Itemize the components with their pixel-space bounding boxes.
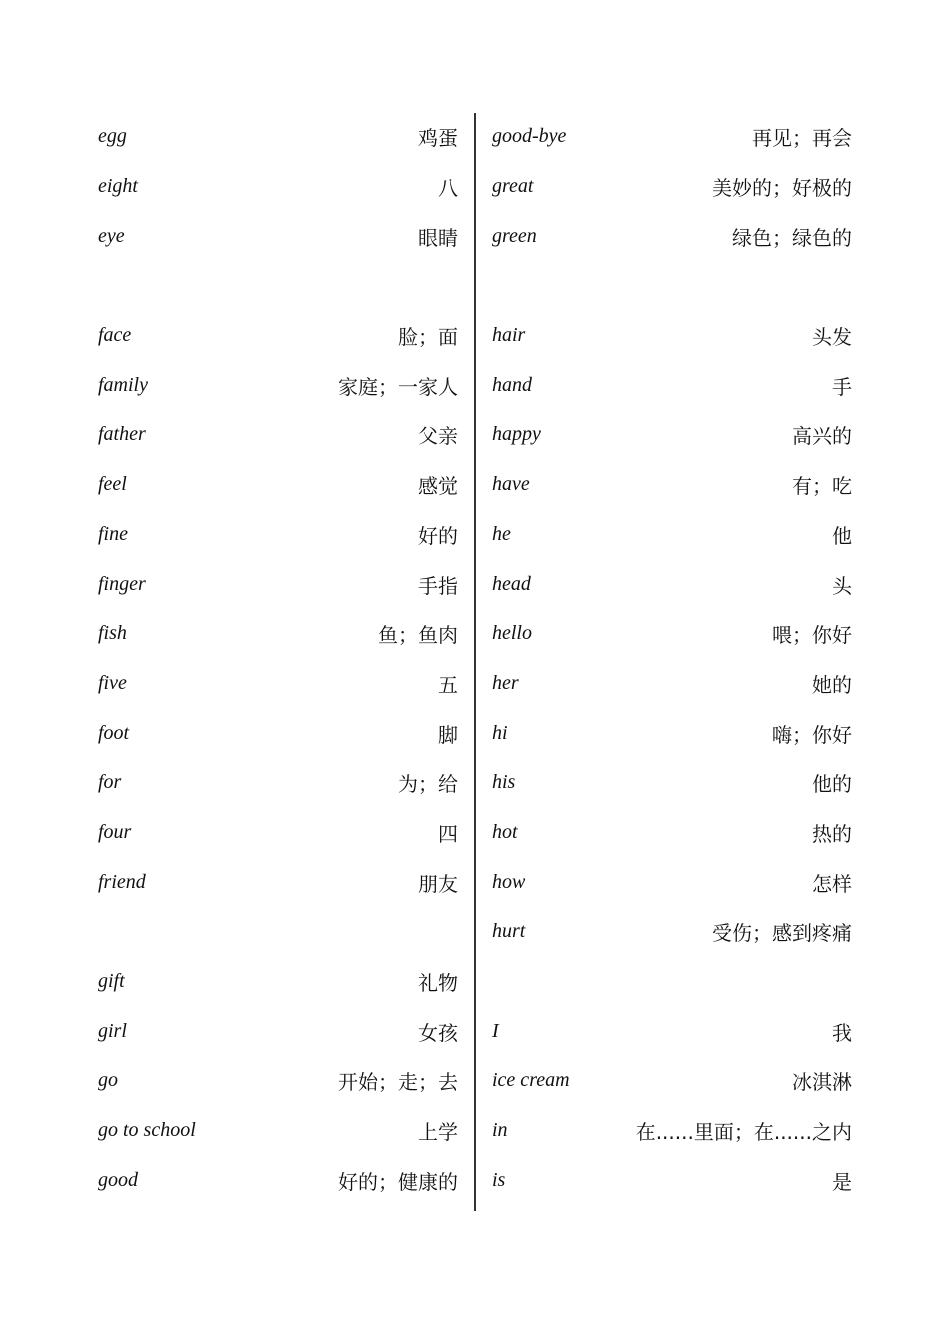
english-word: hello bbox=[492, 622, 532, 645]
vocab-entry bbox=[98, 510, 458, 560]
english-word: happy bbox=[492, 423, 541, 446]
chinese-meaning: 好的；健康的 bbox=[338, 1169, 458, 1194]
chinese-meaning: 我 bbox=[832, 1020, 852, 1045]
english-word: how bbox=[492, 870, 526, 893]
english-word: four bbox=[98, 820, 132, 843]
chinese-meaning: 礼物 bbox=[418, 971, 458, 996]
english-word: I bbox=[492, 1019, 499, 1042]
chinese-meaning: 嗨；你好 bbox=[772, 722, 852, 747]
chinese-meaning: 鸡蛋 bbox=[418, 126, 458, 151]
vocab-entry bbox=[492, 311, 852, 361]
vocab-entry bbox=[98, 857, 458, 907]
vocab-entry bbox=[492, 162, 852, 212]
vocab-entry bbox=[492, 1106, 852, 1156]
english-word: foot bbox=[98, 721, 130, 744]
vocab-entry bbox=[98, 609, 458, 659]
blank-row bbox=[98, 261, 458, 311]
english-word: eye bbox=[98, 224, 125, 247]
chinese-meaning: 朋友 bbox=[418, 871, 458, 896]
vocab-entry bbox=[98, 162, 458, 212]
english-word: finger bbox=[98, 572, 146, 595]
chinese-meaning: 他 bbox=[832, 523, 852, 548]
vocab-entry bbox=[492, 460, 852, 510]
chinese-meaning: 女孩 bbox=[418, 1020, 458, 1045]
english-word: go bbox=[98, 1069, 118, 1092]
vocab-entry bbox=[98, 957, 458, 1007]
english-word: his bbox=[492, 771, 516, 794]
vocab-entry bbox=[98, 758, 458, 808]
english-word: gift bbox=[98, 970, 125, 993]
vocab-entry bbox=[492, 1155, 852, 1205]
english-word: he bbox=[492, 522, 511, 545]
vocab-entry bbox=[492, 410, 852, 460]
chinese-meaning: 她的 bbox=[812, 672, 852, 697]
vocab-entry bbox=[492, 609, 852, 659]
english-word: face bbox=[98, 324, 132, 347]
english-word: eight bbox=[98, 175, 138, 198]
chinese-meaning: 热的 bbox=[812, 821, 852, 846]
chinese-meaning: 为；给 bbox=[398, 772, 458, 797]
chinese-meaning: 手 bbox=[832, 374, 852, 399]
chinese-meaning: 家庭；一家人 bbox=[338, 374, 458, 399]
chinese-meaning: 高兴的 bbox=[792, 424, 852, 449]
blank-row bbox=[492, 261, 852, 311]
chinese-meaning: 在......里面；在......之内 bbox=[635, 1120, 852, 1145]
english-word: family bbox=[98, 373, 148, 396]
vocab-entry bbox=[492, 857, 852, 907]
english-word: father bbox=[98, 423, 146, 446]
vocab-entry bbox=[492, 907, 852, 957]
vocab-entry bbox=[98, 1155, 458, 1205]
chinese-meaning: 感觉 bbox=[418, 474, 458, 499]
chinese-meaning: 好的 bbox=[418, 523, 458, 548]
english-word: for bbox=[98, 771, 122, 794]
vocab-entry bbox=[98, 311, 458, 361]
vocab-entry bbox=[98, 708, 458, 758]
vocab-entry bbox=[98, 211, 458, 261]
vocab-entry bbox=[492, 808, 852, 858]
english-word: have bbox=[492, 473, 530, 496]
vocab-entry bbox=[492, 112, 852, 162]
vocab-entry bbox=[492, 758, 852, 808]
chinese-meaning: 喂；你好 bbox=[772, 623, 852, 648]
english-word: hi bbox=[492, 721, 508, 744]
english-word: good-bye bbox=[492, 125, 567, 148]
vocab-entry bbox=[98, 410, 458, 460]
chinese-meaning: 眼睛 bbox=[418, 225, 458, 250]
english-word: head bbox=[492, 572, 531, 595]
vocab-entry bbox=[98, 460, 458, 510]
vocab-entry bbox=[98, 1006, 458, 1056]
vocab-entry bbox=[492, 1056, 852, 1106]
english-word: egg bbox=[98, 125, 127, 148]
right-word-column bbox=[492, 112, 852, 1205]
english-word: friend bbox=[98, 870, 146, 893]
english-word: feel bbox=[98, 473, 127, 496]
chinese-meaning: 怎样 bbox=[812, 871, 852, 896]
vocab-entry bbox=[98, 659, 458, 709]
english-word: in bbox=[492, 1119, 508, 1142]
chinese-meaning: 美妙的；好极的 bbox=[712, 176, 852, 201]
vocab-entry bbox=[492, 510, 852, 560]
column-divider bbox=[474, 113, 476, 1211]
chinese-meaning: 受伤；感到疼痛 bbox=[712, 921, 852, 946]
left-word-column bbox=[98, 112, 458, 1205]
vocab-entry bbox=[98, 559, 458, 609]
vocab-entry bbox=[492, 659, 852, 709]
vocab-entry bbox=[492, 559, 852, 609]
chinese-meaning: 头 bbox=[832, 573, 852, 598]
chinese-meaning: 绿色；绿色的 bbox=[732, 225, 852, 250]
english-word: hot bbox=[492, 820, 518, 843]
chinese-meaning: 再见；再会 bbox=[752, 126, 852, 151]
english-word: is bbox=[492, 1168, 506, 1191]
vocab-entry bbox=[492, 211, 852, 261]
english-word: fish bbox=[98, 622, 127, 645]
chinese-meaning: 冰淇淋 bbox=[792, 1070, 852, 1095]
english-word: five bbox=[98, 671, 127, 694]
chinese-meaning: 父亲 bbox=[418, 424, 458, 449]
english-word: go to school bbox=[98, 1119, 196, 1142]
vocab-entry bbox=[98, 112, 458, 162]
english-word: girl bbox=[98, 1019, 127, 1042]
chinese-meaning: 他的 bbox=[812, 772, 852, 797]
chinese-meaning: 脸；面 bbox=[398, 325, 458, 350]
english-word: great bbox=[492, 175, 534, 198]
english-word: ice cream bbox=[492, 1069, 570, 1092]
chinese-meaning: 八 bbox=[438, 176, 458, 201]
chinese-meaning: 开始；走；去 bbox=[338, 1070, 458, 1095]
chinese-meaning: 上学 bbox=[418, 1120, 458, 1145]
blank-row bbox=[492, 957, 852, 1007]
english-word: hurt bbox=[492, 920, 526, 943]
english-word: hand bbox=[492, 373, 532, 396]
vocab-entry bbox=[492, 708, 852, 758]
english-word: fine bbox=[98, 522, 128, 545]
vocab-entry bbox=[98, 360, 458, 410]
vocab-entry bbox=[98, 1106, 458, 1156]
vocab-entry bbox=[98, 1056, 458, 1106]
chinese-meaning: 是 bbox=[832, 1169, 852, 1194]
english-word: good bbox=[98, 1168, 138, 1191]
chinese-meaning: 鱼；鱼肉 bbox=[378, 623, 458, 648]
chinese-meaning: 头发 bbox=[812, 325, 852, 350]
english-word: hair bbox=[492, 324, 526, 347]
chinese-meaning: 五 bbox=[438, 672, 458, 697]
vocab-entry bbox=[492, 1006, 852, 1056]
vocab-entry bbox=[492, 360, 852, 410]
english-word: green bbox=[492, 224, 537, 247]
chinese-meaning: 有；吃 bbox=[792, 474, 852, 499]
chinese-meaning: 手指 bbox=[418, 573, 458, 598]
chinese-meaning: 脚 bbox=[438, 722, 458, 747]
blank-row bbox=[98, 907, 458, 957]
english-word: her bbox=[492, 671, 519, 694]
chinese-meaning: 四 bbox=[438, 821, 458, 846]
vocab-entry bbox=[98, 808, 458, 858]
